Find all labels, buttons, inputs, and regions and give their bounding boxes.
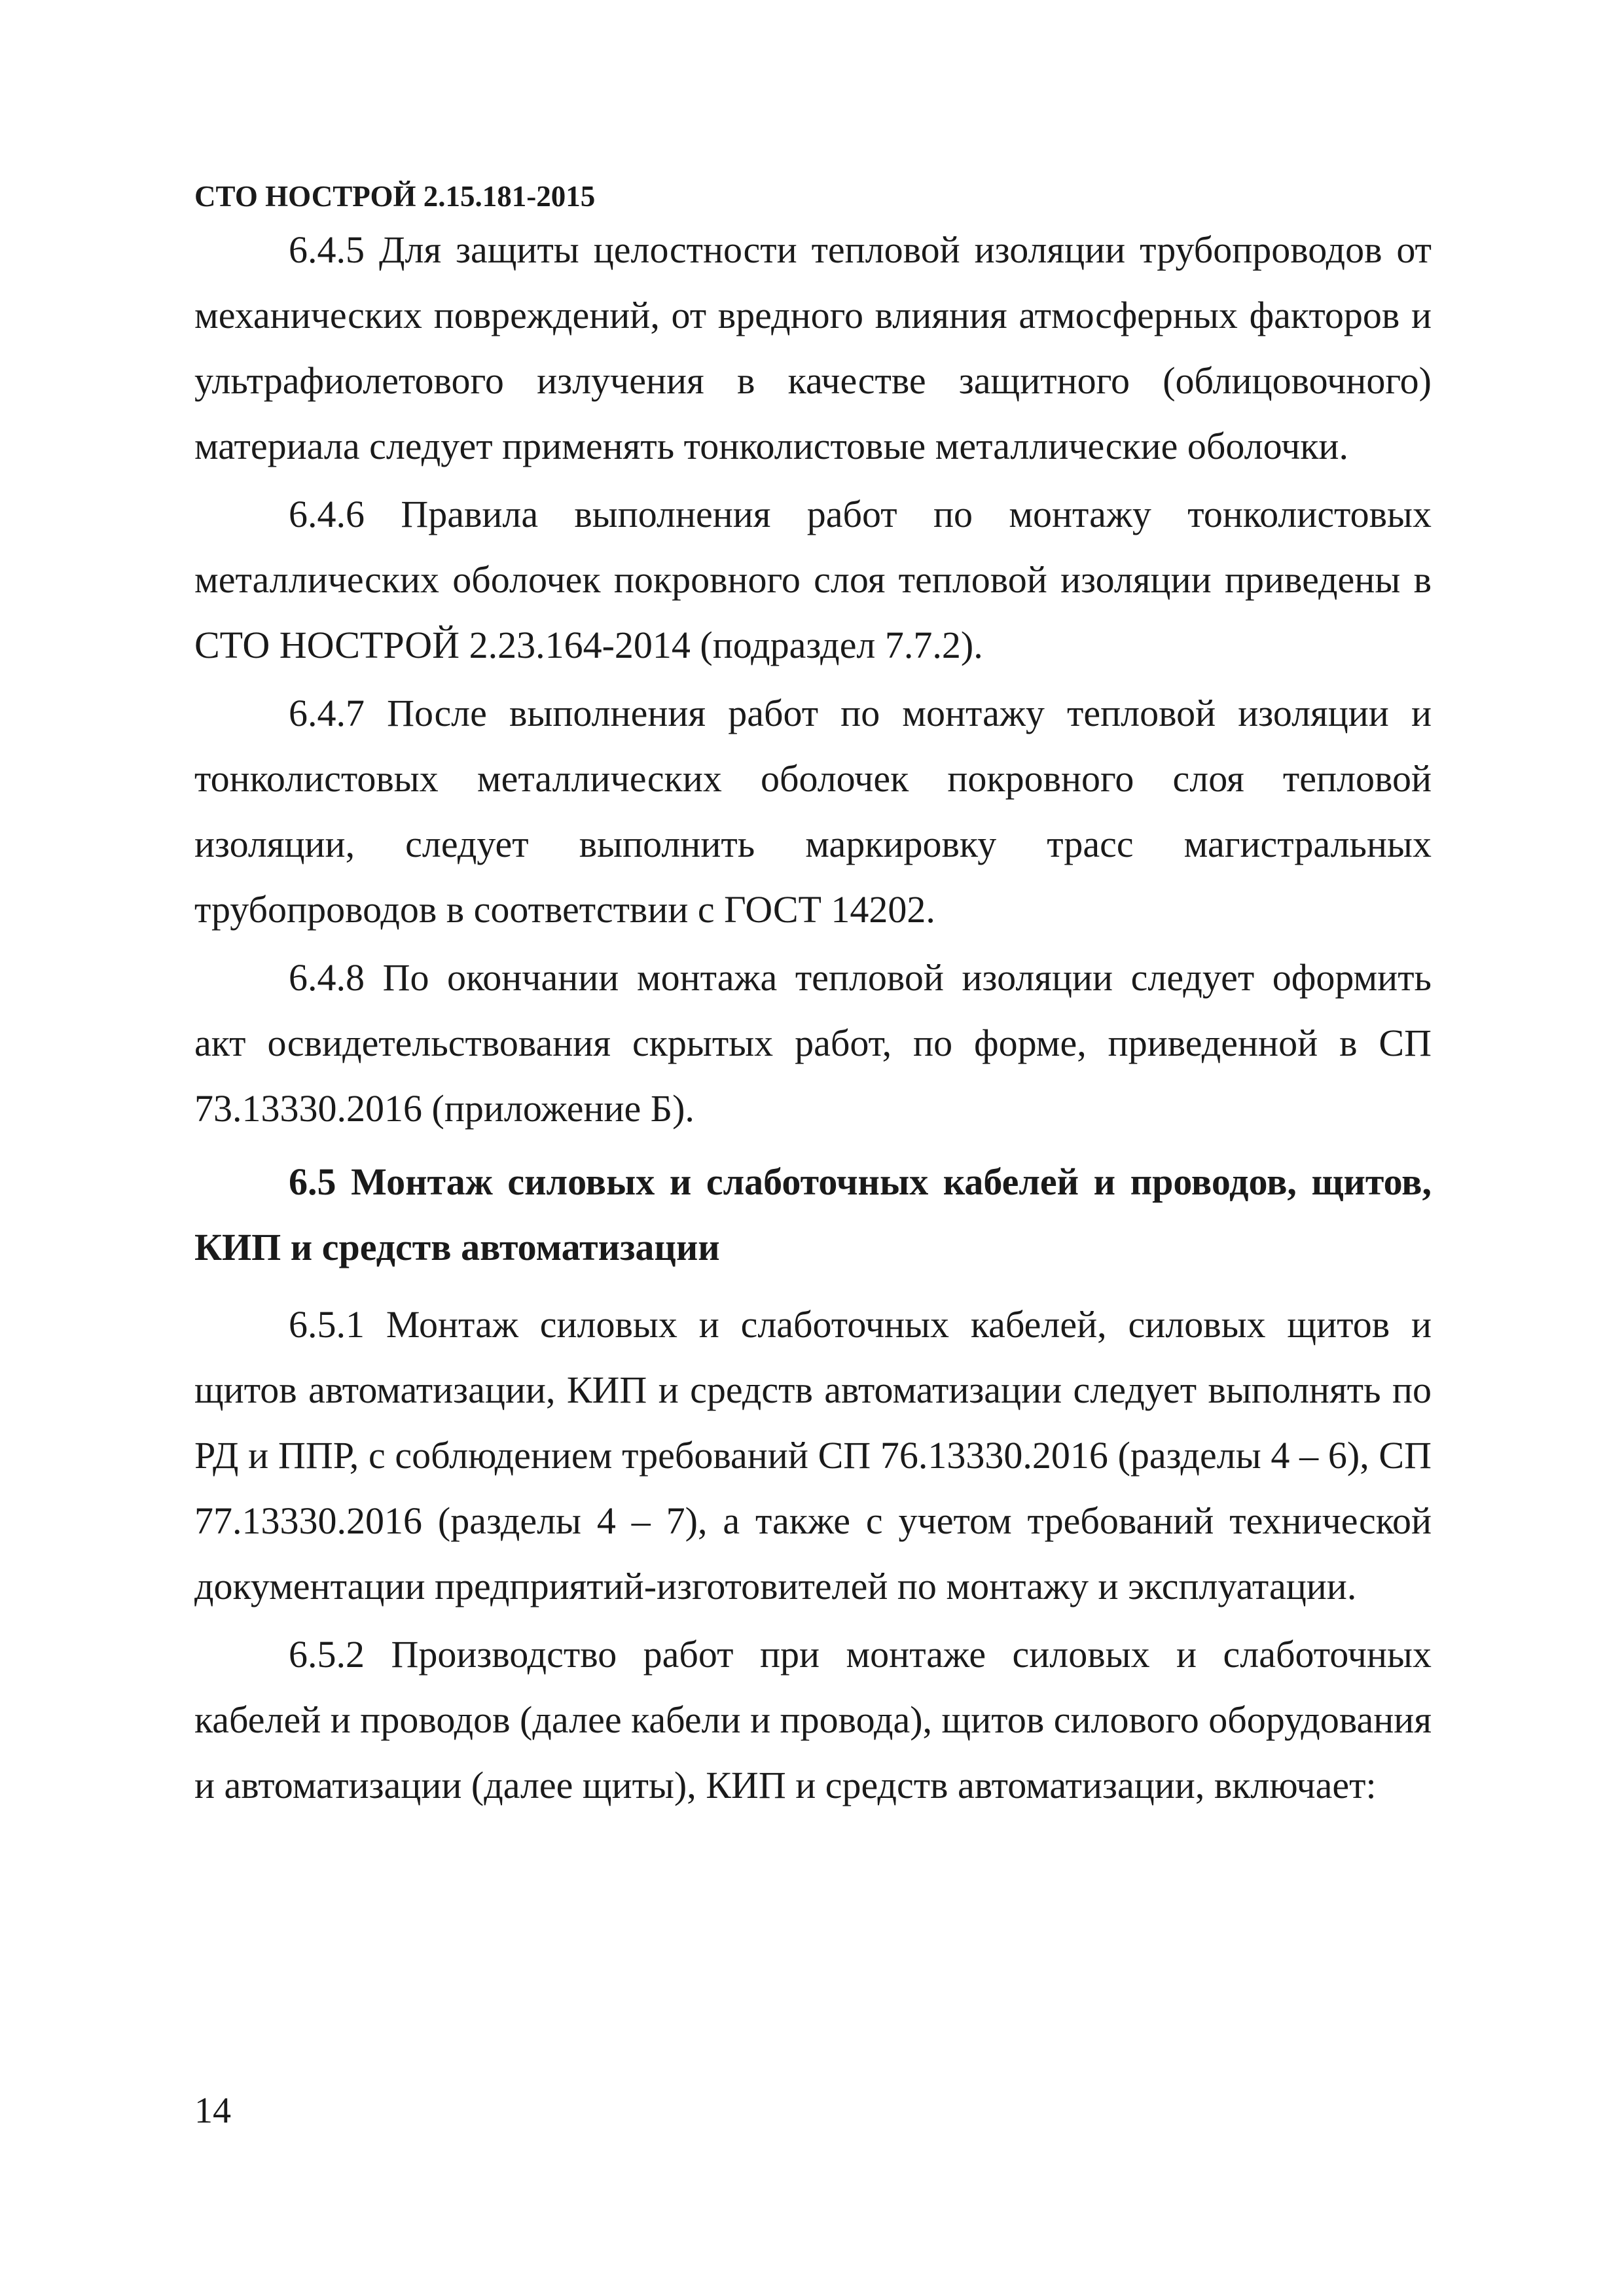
document-page: [194, 177, 1432, 1821]
page-number: 14: [194, 2090, 231, 2131]
document-header: СТО НОСТРОЙ 2.15.181-2015: [194, 180, 596, 213]
paragraph-6-4-6: 6.4.6 Правила выполнения работ по монтажу тонколистовых металлических оболочек покровного слоя тепловой изоляции приведены в СТО НОСТРОЙ 2.23.164-2014 (подраздел 7.7.2).: [194, 493, 1432, 666]
paragraph-6-4-5: 6.4.5 Для защиты целостности тепловой изоляции трубопроводов от механических повреждений, от вредного влияния атмосферных факторов и ультрафиолетового излучения в качестве защитного (облицовочного) материала следует применять тонколистовые металлические оболочки.: [194, 228, 1432, 467]
paragraph-6-5-2: 6.5.2 Производство работ при монтаже силовых и слаботочных кабелей и проводов (далее кабели и провода), щитов силового оборудования и автоматизации (далее щиты), КИП и средств автоматизации, включает:: [194, 1633, 1432, 1806]
paragraph-6-5-1: 6.5.1 Монтаж силовых и слаботочных кабелей, силовых щитов и щитов автоматизации, КИП и средств автоматизации следует выполнять по РД и ППР, с соблюдением требований СП 76.13330.2016 (разделы 4 – 6), СП 77.13330.2016 (разделы 4 – 7), а также с учетом требований технической документации предприятий-изготовителей по монтажу и эксплуатации.: [194, 1303, 1432, 1607]
section-heading-6-5: 6.5 Монтаж силовых и слаботочных кабелей и проводов, щитов, КИП и средств автоматизации: [194, 1160, 1432, 1268]
paragraph-6-4-8: 6.4.8 По окончании монтажа тепловой изоляции следует оформить акт освидетельствования скрытых работ, по форме, приведенной в СП 73.13330.2016 (приложение Б).: [194, 956, 1432, 1130]
paragraph-6-4-7: 6.4.7 После выполнения работ по монтажу тепловой изоляции и тонколистовых металлических оболочек покровного слоя тепловой изоляции, следует выполнить маркировку трасс магистральных трубопроводов в соответствии с ГОСТ 14202.: [194, 692, 1432, 931]
